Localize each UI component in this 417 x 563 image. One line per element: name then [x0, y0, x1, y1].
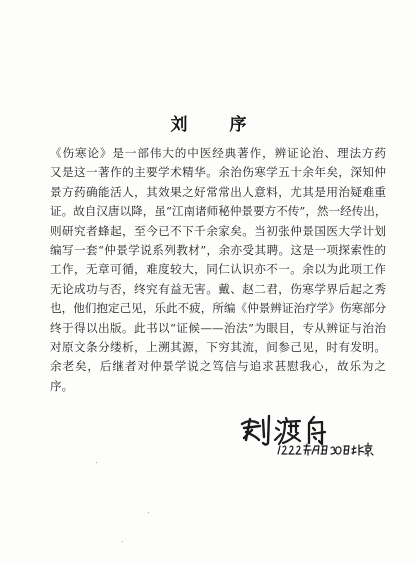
text-line: 编写一套“仲景学说系列教材”，余亦受其聘。这是一项探索性的 — [50, 242, 386, 257]
text-line: 也，他们抱定己见，乐此不疲，所编《仲景辨证治疗学》伤寒部分 — [50, 301, 386, 316]
text-line: 序。 — [50, 378, 74, 393]
text-line: 景方药确能活人，其效果之好常常出人意料，尤其是用治疑难重 — [50, 184, 386, 199]
paper-speck — [96, 462, 97, 463]
paper-speck — [122, 541, 123, 542]
text-line: 余老矣，后继者对仲景学说之笃信与追求甚慰我心，故乐为之 — [50, 359, 386, 374]
handwritten-signature — [238, 410, 398, 460]
preface-body — [50, 144, 386, 396]
text-line: 又是这一著作的主要学术精华。余治伤寒学五十余年矣，深知仲 — [50, 165, 386, 180]
preface-title: 刘 序 — [170, 115, 265, 135]
text-line: 终于得以出版。此书以“证候——治法”为眼目，专从辨证与治治 — [50, 320, 386, 335]
text-line: 对原文条分缕析，上溯其源，下穷其流，间参己见，时有发明。 — [50, 339, 386, 354]
paper-speck — [148, 512, 149, 513]
text-line: 则研究者蜂起，至今已不下千余家矣。当初张仲景国医大学计划 — [50, 223, 386, 238]
text-line: 证。故自汉唐以降，虽“江南诸师秘仲景要方不传”，然一经传出， — [50, 204, 386, 219]
text-line: 《伤寒论》是一部伟大的中医经典著作，辨证论治、理法方药 — [50, 146, 386, 160]
text-line: 工作，无章可循，难度较大，同仁认识亦不一。余以为此项工作 — [50, 262, 386, 277]
text-line: 无论成功与否，终究有益无害。戴、赵二君，伤寒学界后起之秀 — [50, 281, 386, 296]
signature-drawing — [238, 410, 398, 460]
